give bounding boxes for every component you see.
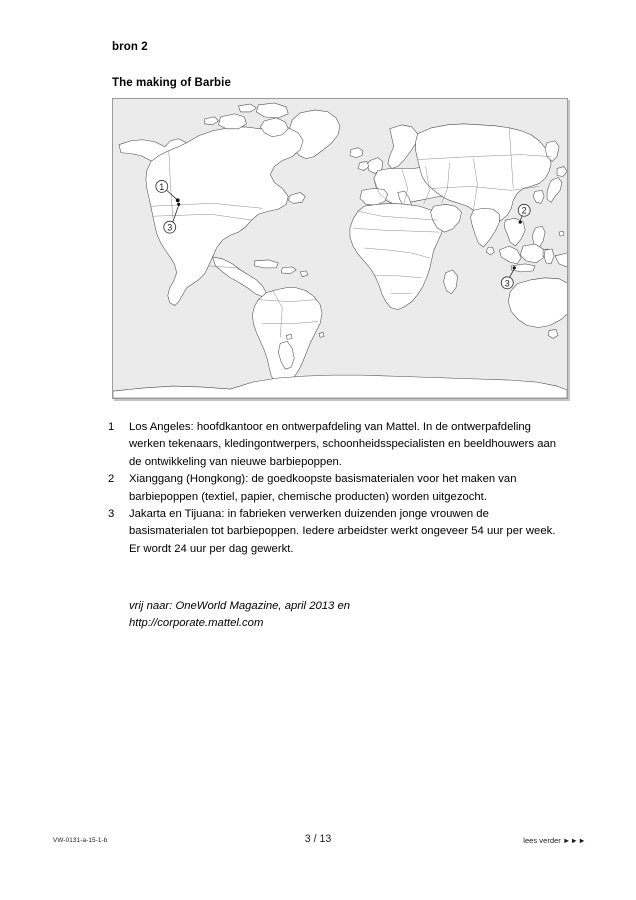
figure-title: The making of Barbie xyxy=(112,77,231,89)
island-dot-d-shape xyxy=(559,231,564,236)
list-item-number: 2 xyxy=(108,473,115,486)
svg-text:2: 2 xyxy=(521,205,527,216)
legend-list xyxy=(108,419,560,558)
list-item-number: 3 xyxy=(108,508,115,521)
island-dot-b-shape xyxy=(319,332,324,337)
victoria-island-shape xyxy=(219,114,247,129)
world-map-svg xyxy=(113,99,567,398)
triangle-right-icon: ►►► xyxy=(562,836,586,845)
svg-text:1: 1 xyxy=(159,181,165,192)
footer-continue-notice xyxy=(523,836,586,845)
list-item xyxy=(108,471,560,506)
list-item xyxy=(108,506,560,558)
source-label: bron 2 xyxy=(112,41,148,53)
list-item-text: Jakarta en Tijuana: in fabrieken verwerken duizenden jonge vrouwen de basismaterialen tot barbiepoppen. Iedere arbeidster werkt ongeveer 54 uur per week. Er wordt 24 uur per dag gewerkt. xyxy=(129,508,556,555)
attribution xyxy=(129,598,549,633)
footer-exam-code: VW-0131-a-15-1-b xyxy=(53,837,108,844)
footer-page-number: 3 / 13 xyxy=(304,833,332,845)
list-item-text: Xianggang (Hongkong): de goedkoopste basismaterialen voor het maken van barbiepoppen (textiel, papier, chemische producten) worden uitgezocht. xyxy=(129,473,517,503)
list-item-number: 1 xyxy=(108,421,115,433)
svg-text:3: 3 xyxy=(504,278,510,289)
list-item-text: Los Angeles: hoofdkantoor en ontwerpafdeling van Mattel. In de ontwerpafdeling werken tekenaars, kledingontwerpers, schoonheidsspecialisten en beeldhouwers aan de ontwikkeling van nieuwe barbiepoppen. xyxy=(129,421,557,468)
svg-text:3: 3 xyxy=(167,222,173,233)
list-item xyxy=(108,419,560,471)
footer-continue-label: lees verder xyxy=(523,836,561,845)
attribution-line-1: vrij naar: OneWorld Magazine, april 2013 en xyxy=(129,600,351,612)
page-footer xyxy=(0,833,636,855)
world-map-figure xyxy=(112,98,568,399)
attribution-line-2: http://corporate.mattel.com xyxy=(129,617,264,630)
island-dot-a-shape xyxy=(286,334,292,339)
